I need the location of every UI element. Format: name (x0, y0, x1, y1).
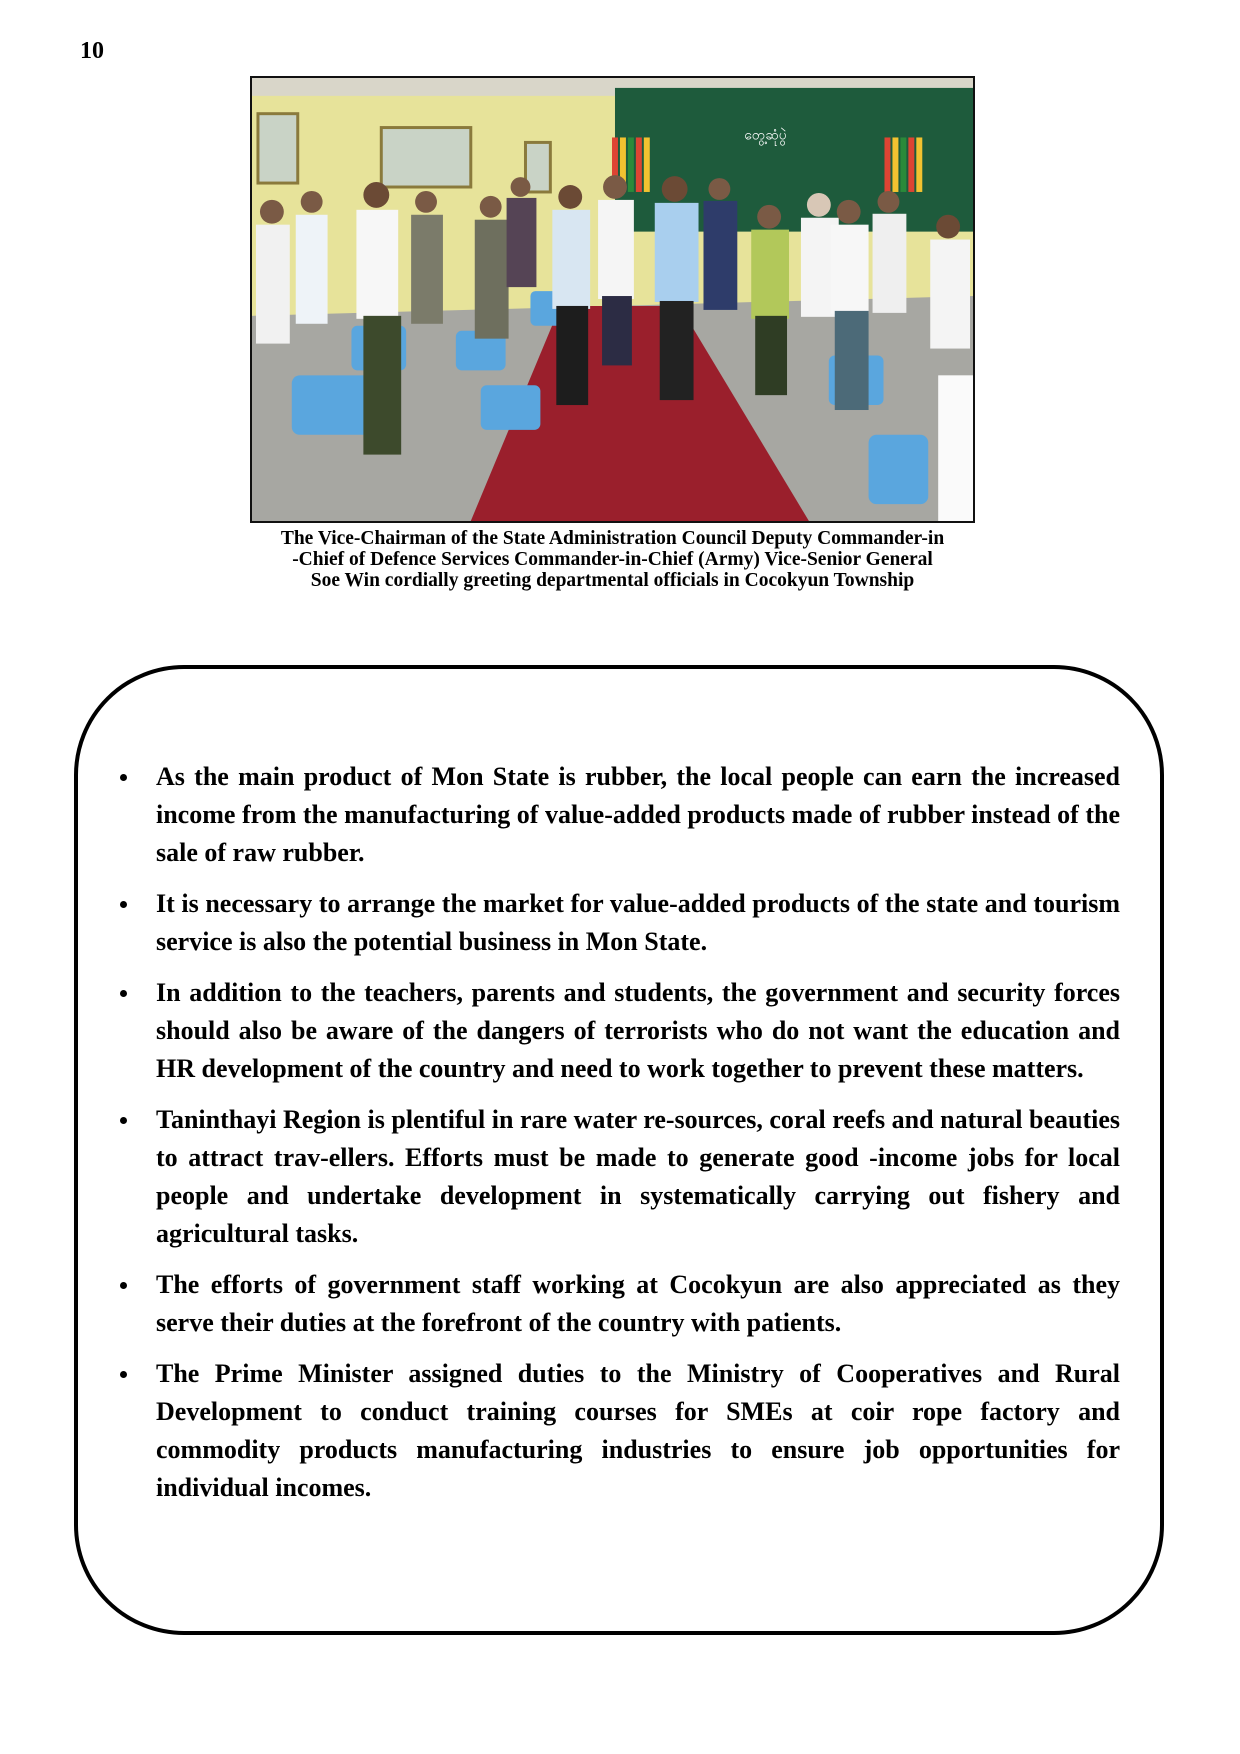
caption-line: Soe Win cordially greeting departmental officials in Cocokyun Township (310, 570, 915, 591)
caption-line: The Vice-Chairman of the State Administration Council Deputy Commander-in (280, 528, 945, 549)
event-photo (250, 76, 975, 523)
list-item-text: Taninthayi Region is plentiful in rare water re-sources, coral reefs and natural beauties to attract trav-ellers. Efforts must be made to generate good -income jobs for local people and undertake development in systematically carrying out fishery and agricultural tasks. (156, 1105, 1120, 1248)
list-item (114, 1101, 1120, 1253)
bullet-icon (120, 1117, 127, 1124)
bullet-icon (120, 901, 127, 908)
bullet-icon (120, 1371, 127, 1378)
page-number: 10 (80, 38, 104, 64)
bullet-icon (120, 990, 127, 997)
bullet-icon (120, 1282, 127, 1289)
list-item-text: As the main product of Mon State is rubber, the local people can earn the increased income from the manufacturing of value-added products made of rubber instead of the sale of raw rubber. (156, 762, 1120, 867)
photo-caption (250, 528, 975, 591)
list-item-text: The efforts of government staff working at Cocokyun are also appreciated as they serve their duties at the forefront of the country with patients. (156, 1270, 1120, 1337)
key-points-list (114, 758, 1120, 1520)
bullet-icon (120, 774, 127, 781)
list-item (114, 885, 1120, 961)
list-item-text: In addition to the teachers, parents and students, the government and security forces should also be aware of the dangers of terrorists who do not want the education and HR development of the country and need to work together to prevent these matters. (156, 978, 1120, 1083)
caption-line: -Chief of Defence Services Commander-in-Chief (Army) Vice-Senior General (292, 549, 933, 570)
list-item (114, 974, 1120, 1088)
list-item (114, 1266, 1120, 1342)
event-photo-illustration (252, 78, 973, 521)
list-item-text: The Prime Minister assigned duties to the Ministry of Cooperatives and Rural Development to conduct training courses for SMEs at coir rope factory and commodity products manufacturing industries to ensure job opportunities for individual incomes. (156, 1359, 1120, 1502)
list-item (114, 758, 1120, 872)
list-item (114, 1355, 1120, 1507)
banner-text: တွေ့ဆုံပွဲ (744, 127, 787, 144)
list-item-text: It is necessary to arrange the market for value-added products of the state and tourism service is also the potential business in Mon State. (156, 889, 1120, 956)
